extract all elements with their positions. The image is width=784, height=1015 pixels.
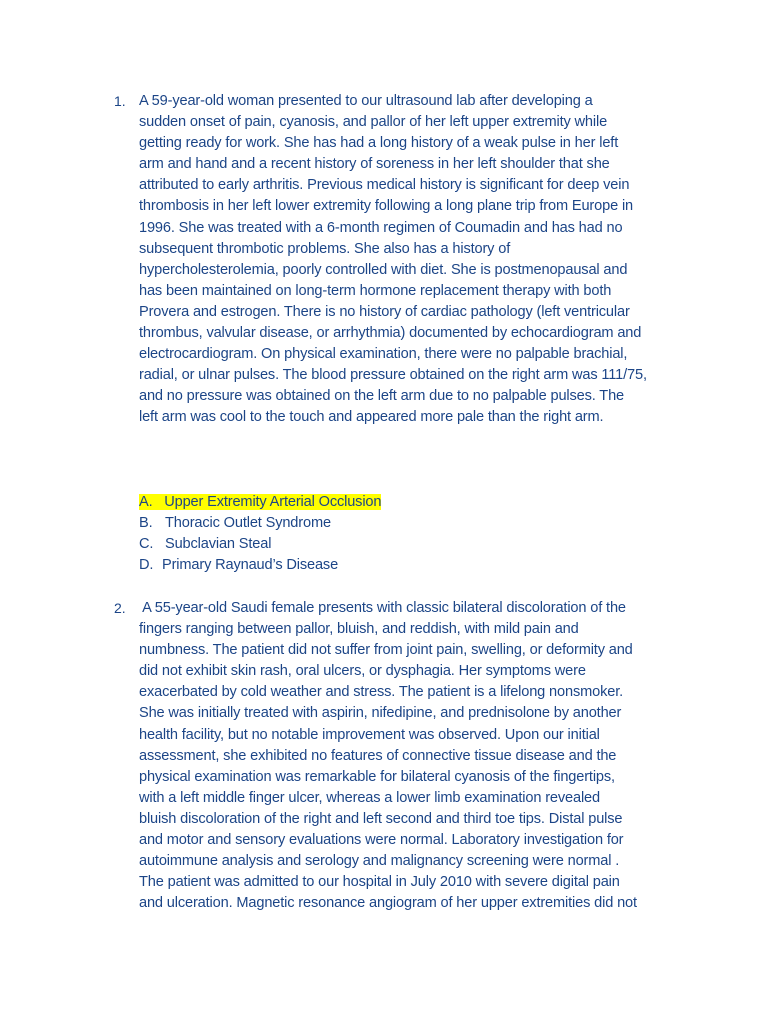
option-letter: B. (139, 515, 153, 532)
text-line: 1996. She was treated with a 6-month regimen of Coumadin and has had no (139, 219, 623, 236)
question-stem (139, 91, 714, 429)
text-line: A 55-year-old Saudi female presents with classic bilateral discoloration of the (139, 600, 626, 616)
text-line: Provera and estrogen. There is no history of cardiac pathology (left ventricular (139, 303, 630, 320)
text-line: sudden onset of pain, cyanosis, and pallor of her left upper extremity while (139, 114, 608, 131)
text-line: and no pressure was obtained on the left arm due to no palpable pulses. The (139, 388, 625, 405)
text-line: health facility, but no notable improvement was observed. Upon our initial (139, 726, 600, 743)
text-line: and motor and sensory evaluations were normal. Laboratory investigation for (139, 832, 624, 849)
question-number: 1. (114, 93, 126, 109)
option-letter: A. (139, 494, 153, 510)
option-letter: C. (139, 536, 154, 553)
text-line: physical examination was remarkable for bilateral cyanosis of the fingertips, (139, 768, 615, 785)
option-text: Thoracic Outlet Syndrome (165, 515, 331, 532)
text-line: did not exhibit skin rash, oral ulcers, or dysphagia. Her symptoms were (139, 663, 586, 680)
option-d[interactable] (139, 555, 381, 576)
option-c[interactable] (139, 534, 381, 555)
option-text: Primary Raynaud’s Disease (162, 557, 339, 574)
text-line: with a left middle finger ulcer, whereas a lower limb examination revealed (139, 789, 600, 806)
text-line: The patient was admitted to our hospital in July 2010 with severe digital pain (139, 874, 620, 891)
option-b[interactable] (139, 513, 381, 534)
option-text: Upper Extremity Arterial Occlusion (164, 494, 382, 510)
question-number: 2. (114, 600, 126, 616)
text-line: attributed to early arthritis. Previous medical history is significant for deep vein (139, 177, 630, 194)
text-line: numbness. The patient did not suffer from joint pain, swelling, or deformity and (139, 642, 633, 659)
text-line: has been maintained on long-term hormone replacement therapy with both (139, 282, 612, 299)
text-line: fingers ranging between pallor, bluish, and reddish, with mild pain and (139, 621, 579, 638)
text-line: thrombosis in her left lower extremity following a long plane trip from Europe in (139, 198, 633, 215)
text-line: She was initially treated with aspirin, nifedipine, and prednisolone by another (139, 705, 622, 722)
option-letter: D. (139, 557, 154, 574)
option-a[interactable] (139, 492, 381, 513)
text-line: assessment, she exhibited no features of connective tissue disease and the (139, 747, 617, 764)
text-line: radial, or ulnar pulses. The blood pressure obtained on the right arm was 111/75, (139, 367, 647, 384)
text-line: exacerbated by cold weather and stress. The patient is a lifelong nonsmoker. (139, 684, 623, 701)
text-line: thrombus, valvular disease, or arrhythmia) documented by echocardiogram and (139, 325, 642, 342)
text-line: and ulceration. Magnetic resonance angiogram of her upper extremities did not (139, 895, 637, 912)
text-line: electrocardiogram. On physical examination, there were no palpable brachial, (139, 346, 628, 363)
question-stem (139, 598, 714, 914)
highlighted-answer (139, 494, 381, 510)
answer-options (139, 492, 381, 576)
text-line: bluish discoloration of the right and left second and third toe tips. Distal pulse (139, 810, 623, 827)
text-line: A 59-year-old woman presented to our ultrasound lab after developing a (139, 93, 593, 109)
text-line: subsequent thrombotic problems. She also has a history of (139, 240, 511, 257)
text-line: left arm was cool to the touch and appeared more pale than the right arm. (139, 409, 604, 426)
text-line: hypercholesterolemia, poorly controlled with diet. She is postmenopausal and (139, 261, 628, 278)
text-line: getting ready for work. She has had a long history of a weak pulse in her left (139, 135, 619, 152)
text-line: arm and hand and a recent history of soreness in her left shoulder that she (139, 156, 610, 173)
text-line: autoimmune analysis and serology and malignancy screening were normal . (139, 853, 620, 870)
option-text: Subclavian Steal (165, 536, 272, 553)
